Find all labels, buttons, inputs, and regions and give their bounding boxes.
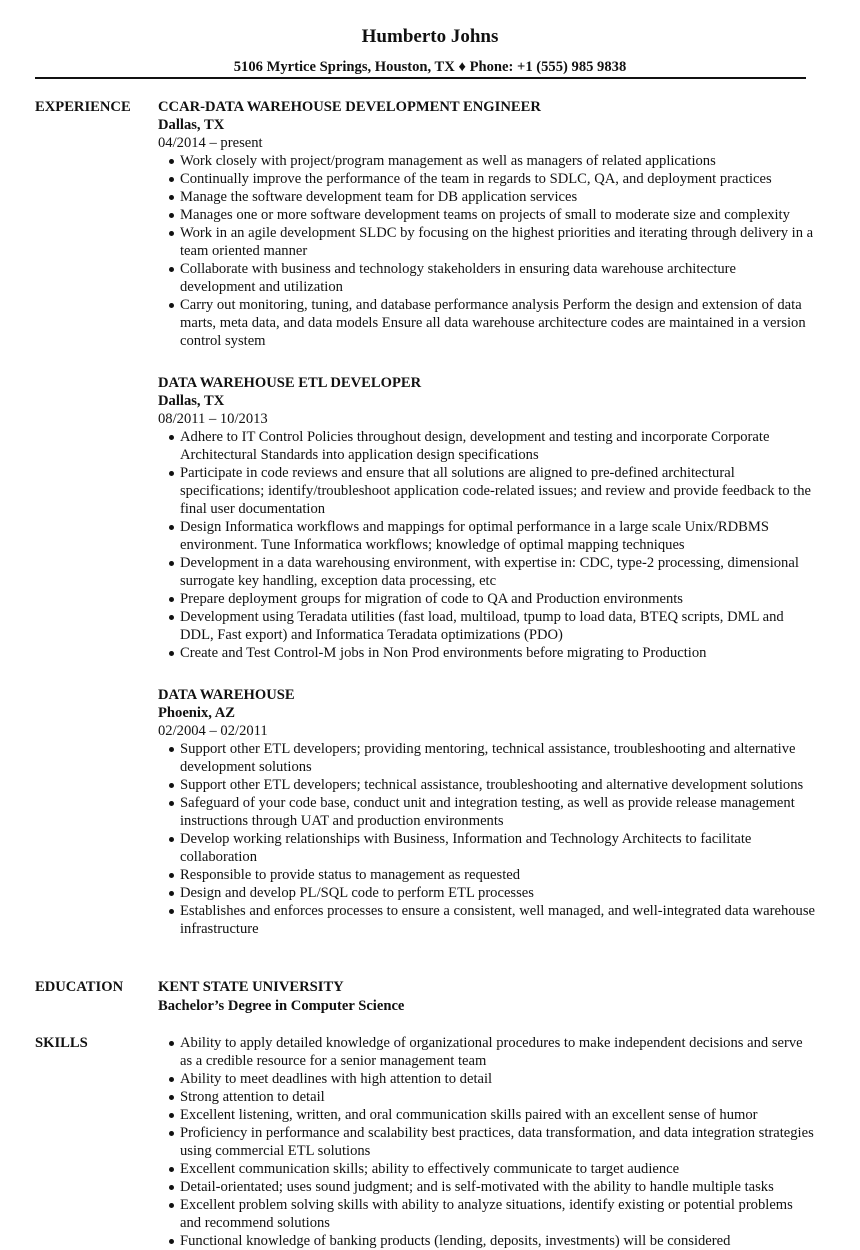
job-bullets (158, 740, 815, 938)
skill-item: Functional knowledge of banking products (lending, deposits, investments) will be considered (180, 1232, 815, 1250)
bullet-item: Manage the software development team for DB application services (180, 188, 815, 206)
section-label: SKILLS (35, 1035, 88, 1051)
bullet-item: Adhere to IT Control Policies throughout design, development and testing and incorporate Corporate Architectural Standards into application design specifications (180, 428, 815, 464)
bullet-item: Prepare deployment groups for migration of code to QA and Production environments (180, 590, 815, 608)
bullet-item: Continually improve the performance of the team in regards to SDLC, QA, and deployment practices (180, 170, 815, 188)
job-bullets (158, 428, 815, 662)
bullet-item: Support other ETL developers; technical assistance, troubleshooting and alternative development solutions (180, 776, 815, 794)
skill-item: Ability to apply detailed knowledge of organizational procedures to make independent decisions and serve as a credible resource for a senior management team (180, 1034, 815, 1070)
job-dates: 04/2014 – present (158, 135, 263, 151)
skill-item: Detail-orientated; uses sound judgment; and is self-motivated with the ability to handle multiple tasks (180, 1178, 815, 1196)
bullet-item: Develop working relationships with Business, Information and Technology Architects to facilitate collaboration (180, 830, 815, 866)
skill-item: Proficiency in performance and scalability best practices, data transformation, and data integration strategies using commercial ETL solutions (180, 1125, 814, 1159)
header-divider (35, 77, 806, 79)
job-dates: 08/2011 – 10/2013 (158, 411, 268, 427)
bullet-item: Create and Test Control-M jobs in Non Prod environments before migrating to Production (180, 644, 815, 662)
job-dates: 02/2004 – 02/2011 (158, 723, 268, 739)
job-entry (158, 374, 815, 662)
experience-section (35, 98, 815, 962)
bullet-item: Work closely with project/program management as well as managers of related applications (180, 152, 815, 170)
skill-item: Excellent listening, written, and oral communication skills paired with an excellent sense of humor (180, 1106, 815, 1124)
job-bullets (158, 152, 815, 350)
bullet-item: Carry out monitoring, tuning, and database performance analysis Perform the design and extension of data marts, meta data, and data models Ensure all data warehouse architecture codes are maintained in a version control system (180, 296, 815, 350)
bullet-item: Collaborate with business and technology stakeholders in ensuring data warehouse architecture development and utilization (180, 260, 815, 296)
skill-item: Excellent problem solving skills with ability to analyze situations, identify existing or potential problems and recommend solutions (180, 1196, 815, 1232)
job-title: CCAR-DATA WAREHOUSE DEVELOPMENT ENGINEER (158, 99, 541, 115)
bullet-item: Work in an agile development SLDC by focusing on the highest priorities and iterating through delivery in a team oriented manner (180, 225, 814, 259)
bullet-item: Safeguard of your code base, conduct unit and integration testing, as well as provide release management instructions through UAT and production environments (180, 794, 815, 830)
section-label: EDUCATION (35, 979, 124, 995)
bullet-item: Establishes and enforces processes to ensure a consistent, well managed, and well-integrated data warehouse infrastructure (180, 903, 816, 937)
bullet-item: Participate in code reviews and ensure that all solutions are aligned to pre-defined architectural specifications; identify/troubleshoot application code-related issues; and review and provide feedback to the final user documentation (180, 464, 815, 518)
bullet-item: Support other ETL developers; providing mentoring, technical assistance, troubleshooting and alternative development solutions (180, 740, 815, 776)
job-location: Dallas, TX (158, 393, 225, 409)
job-title: DATA WAREHOUSE ETL DEVELOPER (158, 375, 422, 391)
bullet-item: Responsible to provide status to management as requested (180, 866, 815, 884)
skills-list (158, 1034, 815, 1250)
bullet-item: Development using Teradata utilities (fast load, multiload, tpump to load data, BTEQ scripts, DML and DDL, Fast export) and Informatica Teradata optimizations (PDO) (180, 608, 815, 644)
job-title: DATA WAREHOUSE (158, 687, 295, 703)
bullet-item: Design Informatica workflows and mappings for optimal performance in a large scale Unix/RDBMS environment. Tune Informatica workflows; knowledge of optimal mapping techniques (180, 518, 815, 554)
job-location: Phoenix, AZ (158, 705, 236, 721)
skill-item: Excellent communication skills; ability to effectively communicate to target audience (180, 1160, 815, 1178)
skill-item: Ability to meet deadlines with high attention to detail (180, 1070, 815, 1088)
bullet-item: Manages one or more software development teams on projects of small to moderate size and complexity (180, 206, 815, 224)
skill-item: Strong attention to detail (180, 1088, 815, 1106)
education-section (35, 978, 815, 1015)
job-entry (158, 98, 815, 350)
skills-section (35, 1034, 815, 1250)
bullet-item: Development in a data warehousing environment, with expertise in: CDC, type-2 processing, dimensional surrogate key handling, exception data processing, etc (180, 554, 815, 590)
school-name: KENT STATE UNIVERSITY (158, 979, 344, 995)
job-entry (158, 686, 815, 938)
bullet-item: Design and develop PL/SQL code to perform ETL processes (180, 884, 815, 902)
degree: Bachelor’s Degree in Computer Science (158, 998, 405, 1014)
section-label: EXPERIENCE (35, 99, 131, 115)
candidate-name: Humberto Johns (361, 26, 499, 47)
job-location: Dallas, TX (158, 117, 225, 133)
contact-info: 5106 Myrtice Springs, Houston, TX ♦ Phone: +1 (555) 985 9838 (233, 59, 627, 75)
